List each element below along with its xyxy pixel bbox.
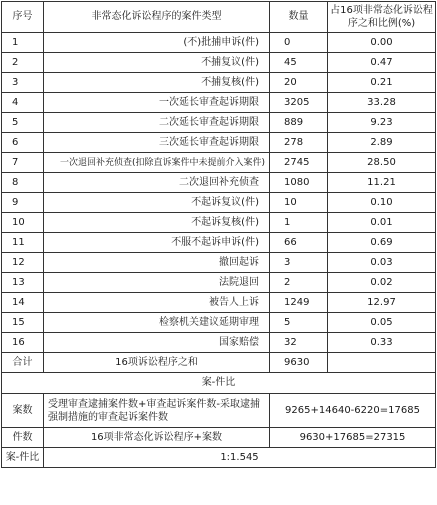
row-proportion: 0.21 <box>328 73 436 93</box>
table-row <box>2 173 436 193</box>
row-serial: 15 <box>2 313 44 333</box>
row-count: 1080 <box>270 173 328 193</box>
row-serial: 11 <box>2 233 44 253</box>
row-serial: 16 <box>2 333 44 353</box>
row-case-type: 三次延长审查起诉期限 <box>44 133 270 153</box>
row-proportion: 0.47 <box>328 53 436 73</box>
row-proportion: 12.97 <box>328 293 436 313</box>
row-count: 5 <box>270 313 328 333</box>
case-statistics-table <box>1 1 436 468</box>
row-case-type: 二次延长审查起诉期限 <box>44 113 270 133</box>
table-row <box>2 153 436 173</box>
row-case-type: 一次延长审查起诉期限 <box>44 93 270 113</box>
row-proportion: 0.05 <box>328 313 436 333</box>
row-count: 32 <box>270 333 328 353</box>
case-count-formula: 受理审查逮捕案件数+审查起诉案件数-采取逮捕强制措施的审查起诉案件数 <box>44 394 270 428</box>
row-proportion: 0.10 <box>328 193 436 213</box>
row-proportion: 0.00 <box>328 33 436 53</box>
table-row <box>2 333 436 353</box>
row-case-type: 不捕复议(件) <box>44 53 270 73</box>
item-count-result: 9630+17685=27315 <box>270 428 436 448</box>
row-case-type: 检察机关建议延期审理 <box>44 313 270 333</box>
row-case-type: 撤回起诉 <box>44 253 270 273</box>
row-count: 278 <box>270 133 328 153</box>
item-count-row <box>2 428 436 448</box>
ratio-title-row <box>2 373 436 394</box>
ratio-label: 案-件比 <box>2 448 44 468</box>
table-row <box>2 133 436 153</box>
table-row <box>2 113 436 133</box>
table-row <box>2 193 436 213</box>
header-case-type: 非常态化诉讼程序的案件类型 <box>44 2 270 33</box>
row-count: 10 <box>270 193 328 213</box>
table-row <box>2 293 436 313</box>
row-serial: 14 <box>2 293 44 313</box>
table-row <box>2 93 436 113</box>
row-serial: 8 <box>2 173 44 193</box>
ratio-result: 1:1.545 <box>44 448 436 468</box>
item-count-label: 件数 <box>2 428 44 448</box>
row-serial: 3 <box>2 73 44 93</box>
total-label: 合计 <box>2 353 44 373</box>
row-proportion: 0.03 <box>328 253 436 273</box>
row-count: 889 <box>270 113 328 133</box>
table-row <box>2 273 436 293</box>
header-row <box>2 2 436 33</box>
table-row <box>2 233 436 253</box>
row-proportion: 0.69 <box>328 233 436 253</box>
row-count: 20 <box>270 73 328 93</box>
total-proportion-empty <box>328 353 436 373</box>
row-count: 3 <box>270 253 328 273</box>
row-serial: 5 <box>2 113 44 133</box>
total-count: 9630 <box>270 353 328 373</box>
row-proportion: 0.33 <box>328 333 436 353</box>
case-count-label: 案数 <box>2 394 44 428</box>
header-serial: 序号 <box>2 2 44 33</box>
row-case-type: 不服不起诉申诉(件) <box>44 233 270 253</box>
table-row <box>2 53 436 73</box>
case-count-result: 9265+14640-6220=17685 <box>270 394 436 428</box>
case-count-row <box>2 394 436 428</box>
row-case-type: 一次退回补充侦查(扣除直诉案件中未提前介入案件) <box>44 153 270 173</box>
row-serial: 12 <box>2 253 44 273</box>
table-row <box>2 73 436 93</box>
row-proportion: 33.28 <box>328 93 436 113</box>
row-proportion: 0.02 <box>328 273 436 293</box>
row-serial: 9 <box>2 193 44 213</box>
row-case-type: 国家赔偿 <box>44 333 270 353</box>
row-case-type: 不起诉复核(件) <box>44 213 270 233</box>
row-case-type: (不)批捕申诉(件) <box>44 33 270 53</box>
row-proportion: 11.21 <box>328 173 436 193</box>
table-row <box>2 313 436 333</box>
table-row <box>2 253 436 273</box>
row-count: 3205 <box>270 93 328 113</box>
row-serial: 7 <box>2 153 44 173</box>
row-count: 66 <box>270 233 328 253</box>
row-count: 45 <box>270 53 328 73</box>
row-count: 1 <box>270 213 328 233</box>
header-proportion: 占16项非常态化诉讼程序之和比例(%) <box>328 2 436 33</box>
row-count: 0 <box>270 33 328 53</box>
row-serial: 10 <box>2 213 44 233</box>
row-count: 2 <box>270 273 328 293</box>
row-proportion: 2.89 <box>328 133 436 153</box>
row-case-type: 法院退回 <box>44 273 270 293</box>
row-serial: 6 <box>2 133 44 153</box>
row-proportion: 9.23 <box>328 113 436 133</box>
row-case-type: 二次退回补充侦查 <box>44 173 270 193</box>
total-row <box>2 353 436 373</box>
row-case-type: 不起诉复议(件) <box>44 193 270 213</box>
row-case-type: 被告人上诉 <box>44 293 270 313</box>
row-count: 1249 <box>270 293 328 313</box>
table-body <box>2 2 436 468</box>
row-case-type: 不捕复核(件) <box>44 73 270 93</box>
table-row <box>2 33 436 53</box>
row-serial: 4 <box>2 93 44 113</box>
ratio-section-title: 案-件比 <box>2 373 436 394</box>
table-row <box>2 213 436 233</box>
total-type: 16项诉讼程序之和 <box>44 353 270 373</box>
row-count: 2745 <box>270 153 328 173</box>
row-serial: 13 <box>2 273 44 293</box>
row-serial: 1 <box>2 33 44 53</box>
item-count-formula: 16项非常态化诉讼程序+案数 <box>44 428 270 448</box>
header-quantity: 数量 <box>270 2 328 33</box>
row-proportion: 28.50 <box>328 153 436 173</box>
row-serial: 2 <box>2 53 44 73</box>
ratio-row <box>2 448 436 468</box>
row-proportion: 0.01 <box>328 213 436 233</box>
